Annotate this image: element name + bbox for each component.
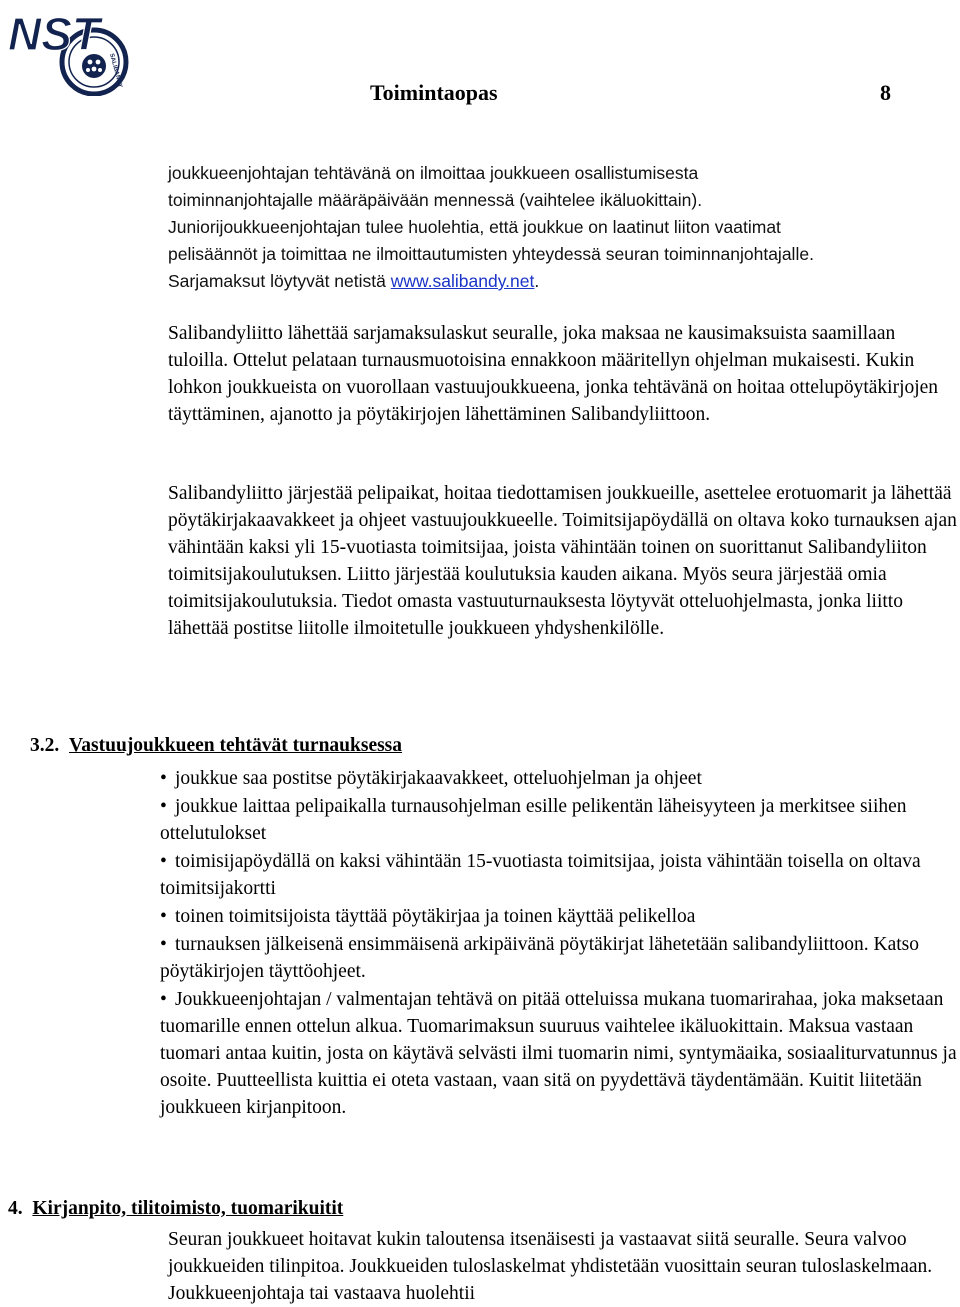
list-item-text: joukkue saa postitse pöytäkirjakaavakkeet, otteluohjelman ja ohjeet bbox=[175, 768, 702, 789]
intro-line-4: pelisäännöt ja toimittaa ne ilmoittautumisten yhteydessä seuran toiminnanjohtajalle. bbox=[168, 244, 814, 264]
list-item bbox=[160, 793, 960, 847]
page-number: 8 bbox=[880, 80, 891, 105]
intro-line-5-suffix: . bbox=[534, 271, 540, 291]
intro-line-1: joukkueenjohtajan tehtävänä on ilmoittaa joukkueen osallistumisesta bbox=[168, 163, 699, 183]
nst-salibandy-logo bbox=[6, 4, 146, 96]
list-item bbox=[160, 986, 960, 1121]
salibandy-link[interactable]: www.salibandy.net bbox=[390, 271, 535, 291]
logo-text: NST bbox=[8, 8, 100, 60]
list-item bbox=[160, 765, 960, 792]
bullet-icon: • bbox=[160, 851, 167, 872]
list-item-text: Joukkueenjohtajan / valmentajan tehtävä on pitää otteluissa mukana tuomarirahaa, joka maksetaan tuomarille ennen ottelun alkua. Tuomarimaksun suuruus vaihtelee ikäluokittain. Maksua vastaan tuomari antaa kuitin, josta on käytävä selvästi ilmi tuomarin nimi, syntymäaika, sosiaaliturvatunnus ja osoite. Puutteellista kuittia ei oteta vastaan, vaan sitä on pyydettävä täydentämään. Kuitit liitetään joukkueen kirjanpitoon. bbox=[160, 989, 957, 1118]
section-3-2-bullet-list bbox=[160, 765, 960, 1122]
logo-ring-text: SALIBANDY bbox=[108, 52, 123, 89]
paragraph-sarjamaksut: Salibandyliitto lähettää sarjamaksulaskut seuralle, joka maksaa ne kausimaksuista saamillaan tuloilla. Ottelut pelataan turnausmuotoisina ennakkoon määritellyn ohjelman mukaisesti. Kukin lohkon joukkueista on vuorollaan vastuujoukkueena, jonka tehtävänä on hoitaa ottelupöytäkirjojen täyttäminen, ajanotto ja pöytäkirjojen lähettäminen Salibandyliittoon. bbox=[168, 323, 939, 425]
section-4-number: 4. bbox=[8, 1198, 23, 1219]
bullet-icon: • bbox=[160, 989, 167, 1010]
section-4-heading bbox=[8, 1195, 343, 1222]
page-header-title: Toimintaopas bbox=[370, 80, 498, 105]
section-3-2-heading bbox=[30, 732, 402, 759]
section-3-2-title: Vastuujoukkueen tehtävät turnauksessa bbox=[69, 735, 403, 756]
section-4-title: Kirjanpito, tilitoimisto, tuomarikuitit bbox=[32, 1198, 344, 1219]
list-item bbox=[160, 903, 960, 930]
section-3-2-number: 3.2. bbox=[30, 735, 60, 756]
list-item-text: joukkue laittaa pelipaikalla turnausohjelman esille pelikentän läheisyyteen ja merkitsee siihen ottelutulokset bbox=[160, 796, 907, 844]
list-item-text: toimisijapöydällä on kaksi vähintään 15-vuotiasta toimitsijaa, joista vähintään toisella on oltava toimitsijakortti bbox=[160, 851, 921, 899]
list-item bbox=[160, 848, 960, 902]
intro-line-5-prefix: Sarjamaksut löytyvät netistä bbox=[168, 271, 391, 291]
intro-line-3: Juniorijoukkueenjohtajan tulee huolehtia, että joukkue on laatinut liiton vaatimat bbox=[168, 217, 781, 237]
bullet-icon: • bbox=[160, 906, 167, 927]
list-item-text: turnauksen jälkeisenä ensimmäisenä arkipäivänä pöytäkirjat lähetetään salibandyliittoon. Katso pöytäkirjojen täyttöohjeet. bbox=[160, 934, 920, 982]
list-item bbox=[160, 931, 960, 985]
intro-line-5 bbox=[168, 268, 539, 295]
list-item-text: toinen toimitsijoista täyttää pöytäkirjaa ja toinen käyttää pelikelloa bbox=[175, 906, 696, 927]
bullet-icon: • bbox=[160, 796, 167, 817]
intro-line-2: toiminnanjohtajalle määräpäivään mennessä (vaihtelee ikäluokittain). bbox=[168, 190, 703, 210]
paragraph-pelipaikat: Salibandyliitto järjestää pelipaikat, hoitaa tiedottamisen joukkueille, asettelee erotuomarit ja lähettää pöytäkirjakaavakkeet ja ohjeet vastuujoukkueelle. Toimitsijapöydällä on oltava koko turnauksen ajan vähintään kaksi yli 15-vuotiasta toimitsijaa, joista vähintään toinen on suorittanut Salibandyliiton toimitsijakoulutuksen. Liitto järjestää koulutuksia kauden aikana. Myös seura järjestää omia toimitsijakoulutuksia. Tiedot omasta vastuuturnauksesta löytyvät otteluohjelmasta, jonka liitto lähettää postitse liitolle ilmoitetulle joukkueen yhdyshenkilölle. bbox=[168, 483, 957, 639]
bullet-icon: • bbox=[160, 768, 167, 789]
section-4-paragraph: Seuran joukkueet hoitavat kukin taloutensa itsenäisesti ja vastaavat siitä seuralle. Seura valvoo joukkueiden tilinpitoa. Joukkueiden tuloslaskelmat yhdistetään vuosittain seuran tuloslaskelmaan. Joukkueenjohtaja tai vastaava huolehtii bbox=[168, 1229, 933, 1304]
bullet-icon: • bbox=[160, 934, 167, 955]
